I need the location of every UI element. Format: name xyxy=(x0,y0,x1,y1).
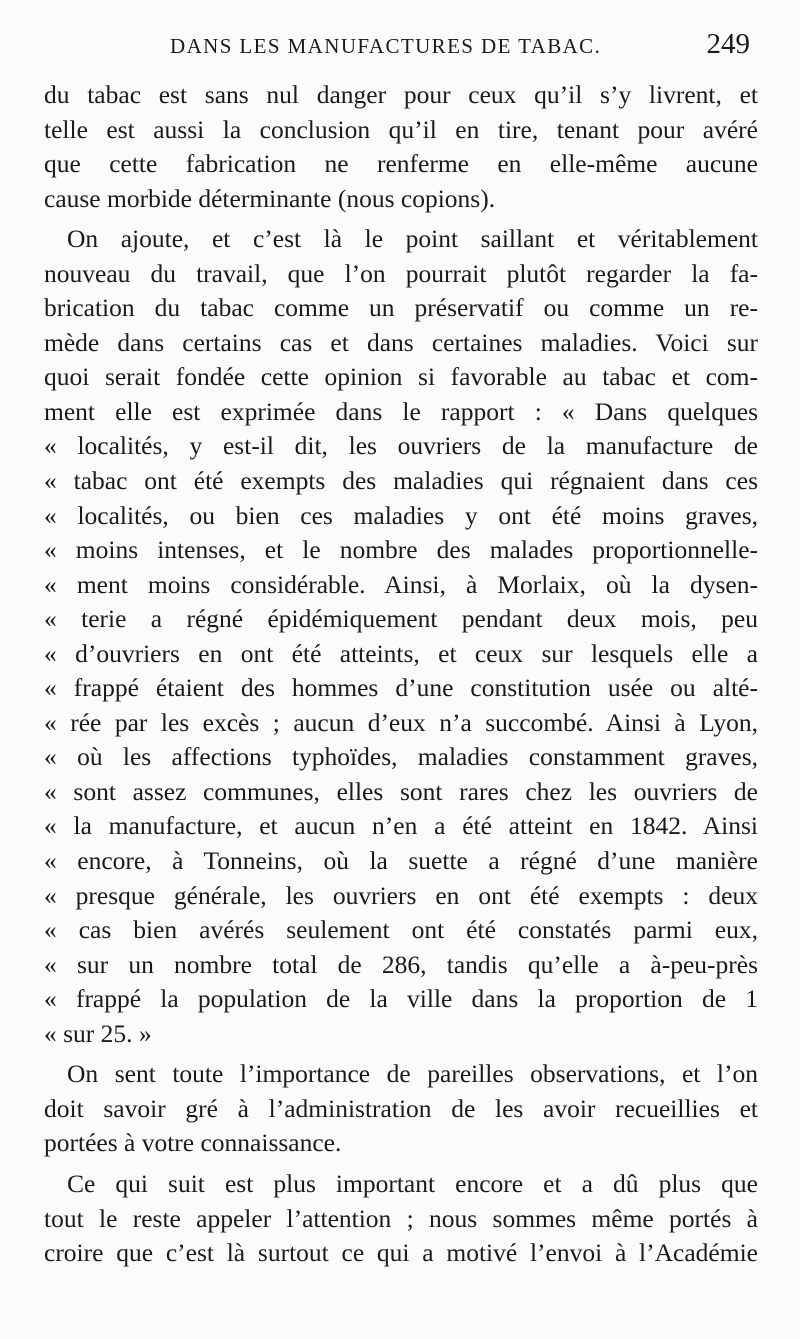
text-line: « sur 25. » xyxy=(44,1018,152,1048)
text-line: « sur un nombre total de 286, tandis qu’elle a à-peu-près xyxy=(44,949,758,979)
body-text xyxy=(44,78,758,1271)
text-line: ment elle est exprimée dans le rapport : « Dans quelques xyxy=(44,396,758,426)
text-line: « cas bien avérés seulement ont été constatés parmi eux, xyxy=(44,915,758,945)
text-line: croire que c’est là surtout ce qui a motivé l’envoi à l’Académie xyxy=(44,1238,758,1268)
text-line: du tabac est sans nul danger pour ceux qu’il s’y livrent, et xyxy=(44,80,758,109)
text-line: « la manufacture, et aucun n’en a été atteint en 1842. Ainsi xyxy=(44,811,758,841)
text-line: « frappé étaient des hommes d’une constitution usée ou alté- xyxy=(44,673,758,703)
text-line: doit savoir gré à l’administration de les avoir recueillies et xyxy=(44,1093,758,1123)
text-line: brication du tabac comme un préservatif ou comme un re- xyxy=(44,293,758,323)
text-line: « rée par les excès ; aucun d’eux n’a succombé. Ainsi à Lyon, xyxy=(44,707,758,737)
text-line: mède dans certains cas et dans certaines maladies. Voici sur xyxy=(44,327,758,357)
text-line: que cette fabrication ne renferme en elle-même aucune xyxy=(44,149,758,179)
text-line: « presque générale, les ouvriers en ont été exempts : deux xyxy=(44,880,758,910)
text-line: « d’ouvriers en ont été atteints, et ceux sur lesquels elle a xyxy=(44,638,758,668)
text-line: « localités, ou bien ces maladies y ont été moins graves, xyxy=(44,500,758,530)
running-head: DANS LES MANUFACTURES DE TABAC. xyxy=(170,34,602,58)
text-line: tout le reste appeler l’attention ; nous sommes même portés à xyxy=(44,1203,758,1233)
text-line: quoi serait fondée cette opinion si favorable au tabac et com- xyxy=(44,362,758,392)
text-line: « ment moins considérable. Ainsi, à Morlaix, où la dysen- xyxy=(44,569,758,599)
text-line: Ce qui suit est plus important encore et a dû plus que xyxy=(67,1168,758,1198)
text-line: « où les affections typhoïdes, maladies constamment graves, xyxy=(44,742,758,772)
text-line: « terie a régné épidémiquement pendant deux mois, peu xyxy=(44,604,758,634)
text-line: « frappé la population de la ville dans la proportion de 1 xyxy=(44,984,758,1014)
text-line: telle est aussi la conclusion qu’il en tire, tenant pour avéré xyxy=(44,114,758,144)
text-line: On sent toute l’importance de pareilles observations, et l’on xyxy=(67,1059,758,1089)
text-line: « localités, y est-il dit, les ouvriers de la manufacture de xyxy=(44,431,758,461)
text-line: « encore, à Tonneins, où la suette a régné d’une manière xyxy=(44,846,758,876)
text-line: nouveau du travail, que l’on pourrait plutôt regarder la fa- xyxy=(44,258,758,288)
text-line: « tabac ont été exempts des maladies qui régnaient dans ces xyxy=(44,466,758,496)
page-header xyxy=(44,28,756,68)
text-line: cause morbide déterminante (nous copions). xyxy=(44,183,496,213)
text-line: « sont assez communes, elles sont rares chez les ouvriers de xyxy=(44,776,758,806)
text-line: portées à votre connaissance. xyxy=(44,1128,342,1158)
text-line: « moins intenses, et le nombre des malades proportionnelle- xyxy=(44,535,758,565)
text-line: On ajoute, et c’est là le point saillant et véritablement xyxy=(67,224,758,254)
page-number: 249 xyxy=(706,28,750,60)
